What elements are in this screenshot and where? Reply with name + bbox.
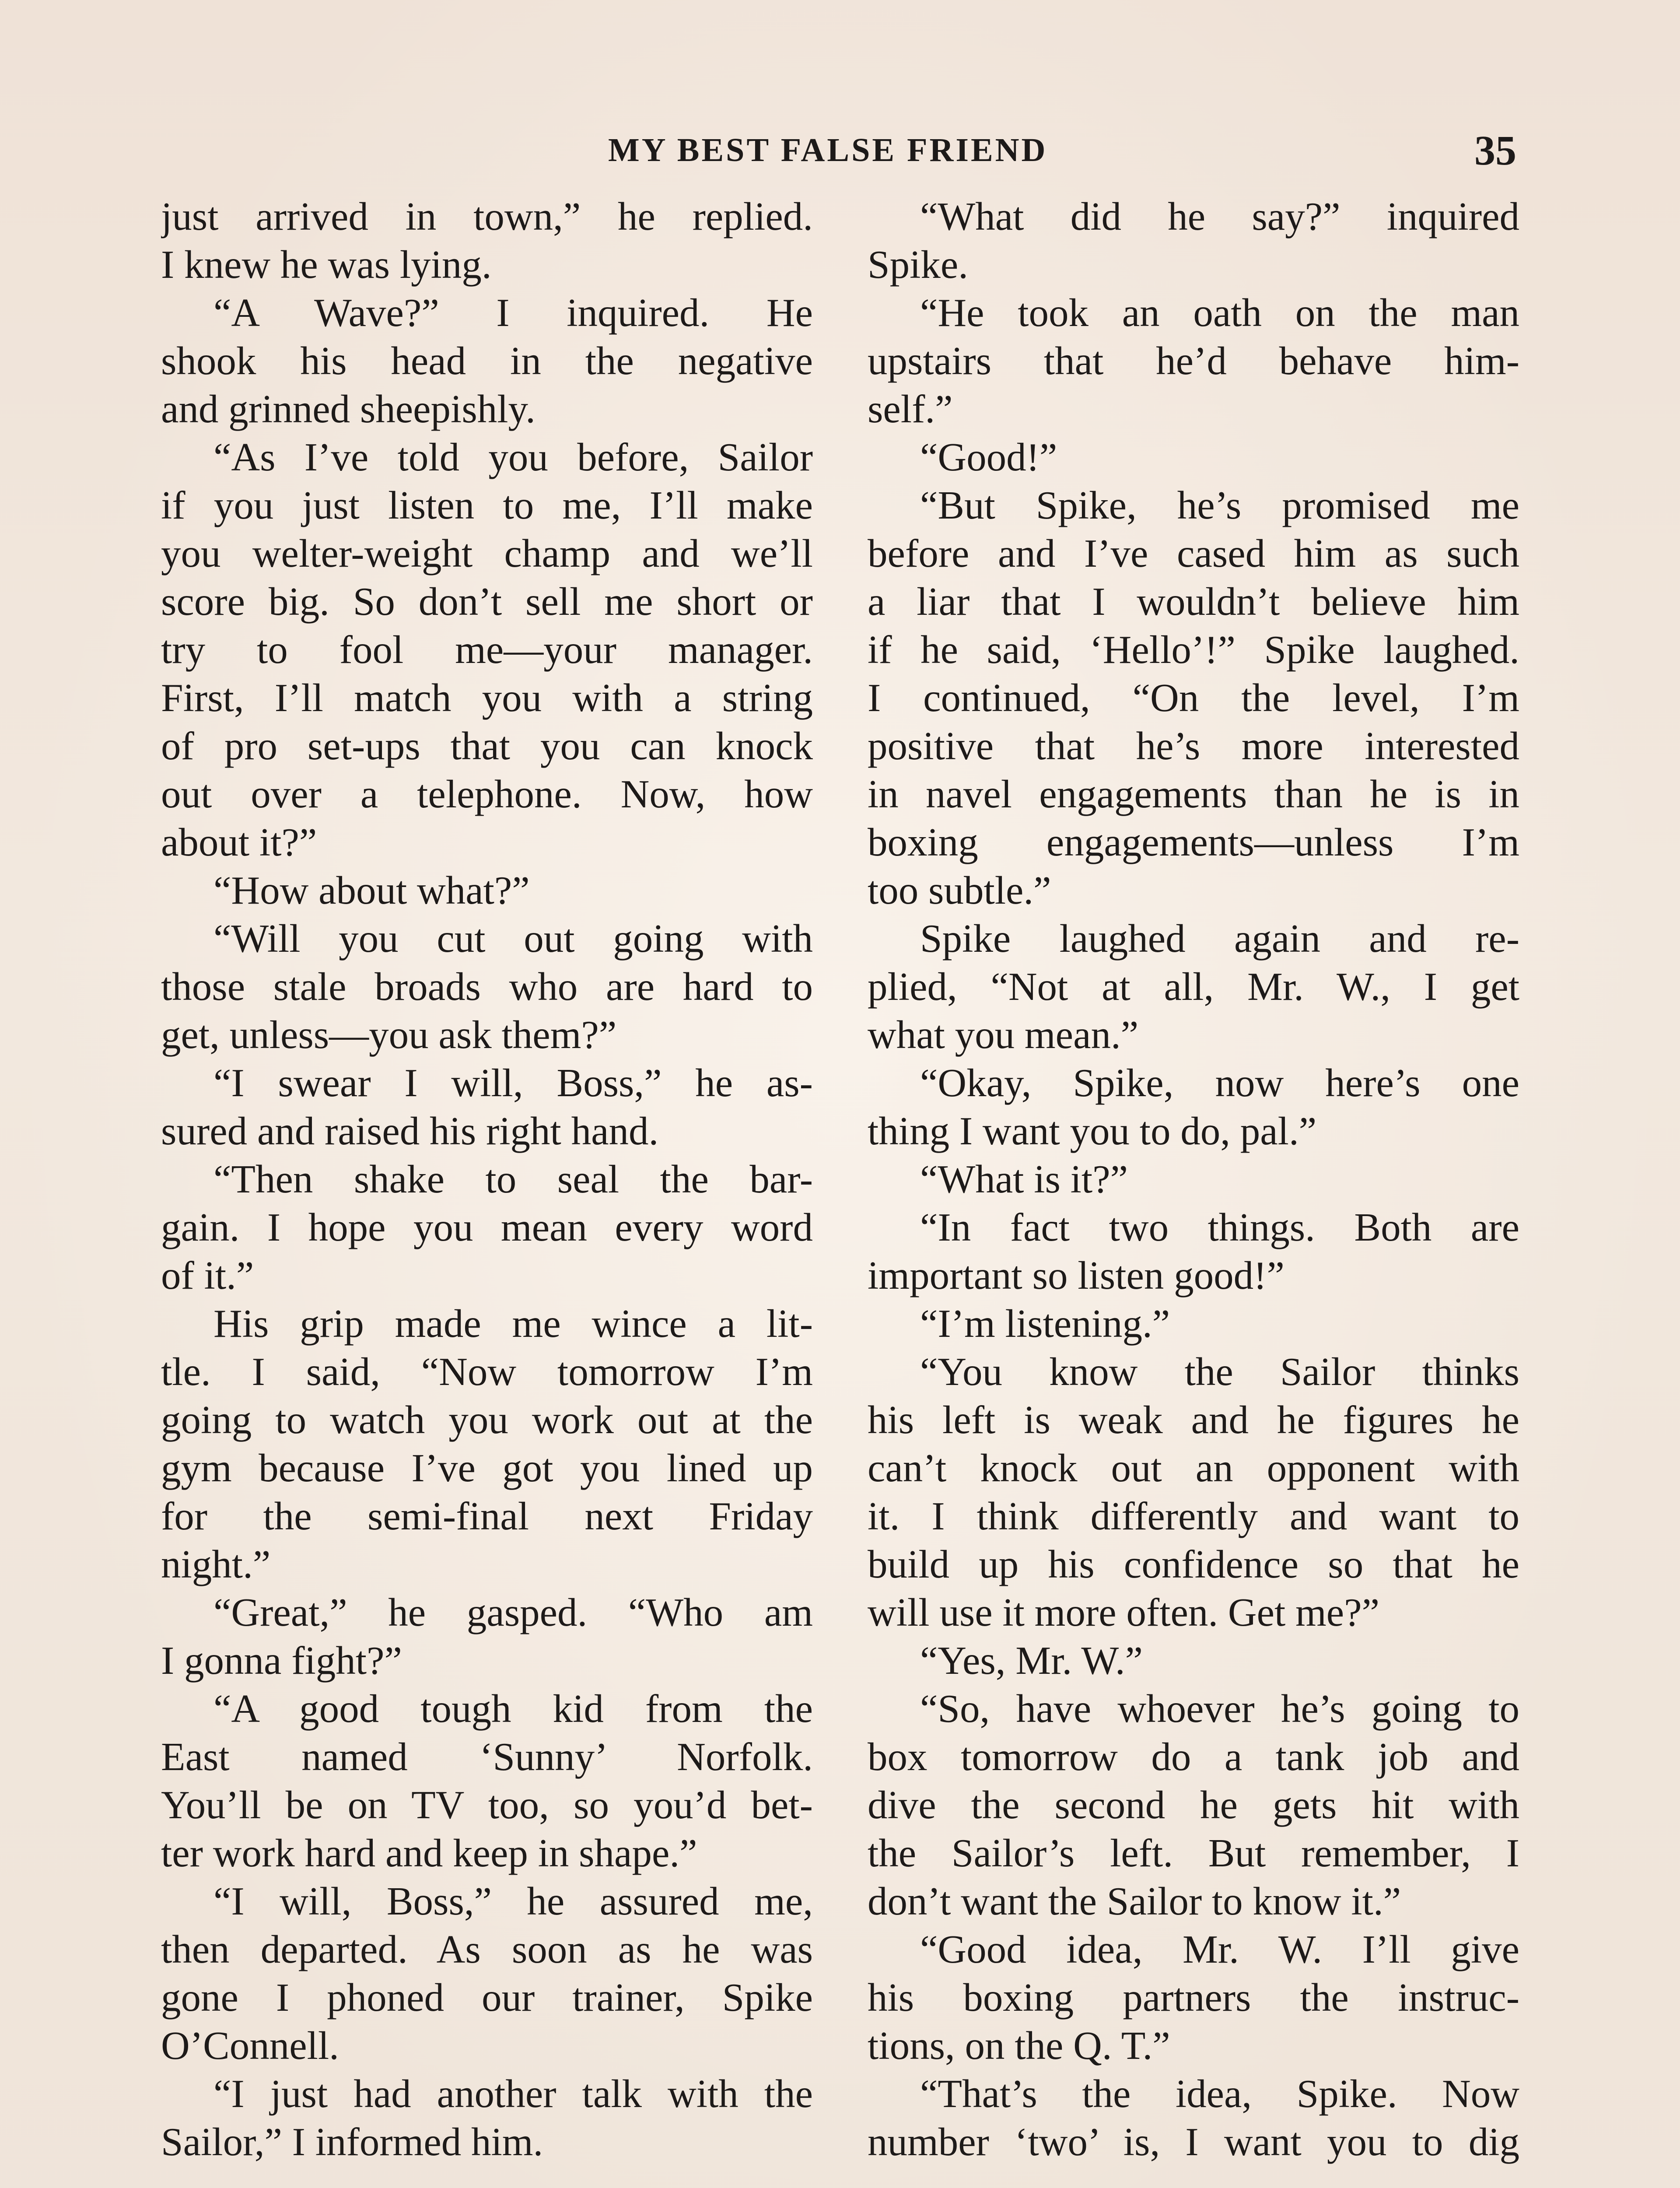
text-line: those stale broads who are hard to bbox=[161, 964, 813, 1009]
text-line: Spike. bbox=[868, 242, 969, 287]
text-line: dive the second he gets hit with bbox=[868, 1783, 1519, 1827]
text-line: of it.” bbox=[161, 1253, 254, 1297]
text-line: O’Connell. bbox=[161, 2023, 339, 2068]
text-line: his left is weak and he figures he bbox=[868, 1398, 1519, 1442]
running-head: MY BEST FALSE FRIEND bbox=[608, 132, 1048, 168]
text-line: the Sailor’s left. But remember, I bbox=[868, 1831, 1519, 1875]
text-line: number ‘two’ is, I want you to dig bbox=[868, 2120, 1519, 2164]
page-number: 35 bbox=[1474, 127, 1516, 174]
text-line: “Then shake to seal the bar- bbox=[214, 1157, 813, 1201]
text-line: you welter-weight champ and we’ll bbox=[161, 531, 813, 575]
text-line: upstairs that he’d behave him- bbox=[868, 339, 1519, 383]
text-line: Sailor,” I informed him. bbox=[161, 2120, 543, 2164]
text-line: night.” bbox=[161, 1542, 271, 1586]
text-line: going to watch you work out at the bbox=[161, 1398, 813, 1442]
text-line: You’ll be on TV too, so you’d bet- bbox=[161, 1783, 813, 1827]
text-line: Spike laughed again and re- bbox=[920, 916, 1519, 961]
text-line: thing I want you to do, pal.” bbox=[868, 1109, 1317, 1153]
text-line: “A Wave?” I inquired. He bbox=[214, 291, 813, 335]
text-line: try to fool me—your manager. bbox=[161, 628, 813, 672]
text-line: for the semi-final next Friday bbox=[161, 1494, 813, 1538]
text-line: build up his confidence so that he bbox=[868, 1542, 1519, 1586]
text-line: out over a telephone. Now, how bbox=[161, 772, 813, 816]
text-line: “That’s the idea, Spike. Now bbox=[920, 2072, 1519, 2116]
text-line: about it?” bbox=[161, 820, 317, 864]
text-line: a liar that I wouldn’t believe him bbox=[868, 579, 1519, 624]
text-line: “Great,” he gasped. “Who am bbox=[214, 1590, 813, 1634]
text-line: “In fact two things. Both are bbox=[920, 1205, 1519, 1249]
text-line: “I’m listening.” bbox=[920, 1301, 1170, 1346]
text-line: if he said, ‘Hello’!” Spike laughed. bbox=[868, 628, 1519, 672]
text-line: “I swear I will, Boss,” he as- bbox=[214, 1061, 813, 1105]
text-line: will use it more often. Get me?” bbox=[868, 1590, 1379, 1634]
text-line: I continued, “On the level, I’m bbox=[868, 676, 1519, 720]
text-line: boxing engagements—unless I’m bbox=[868, 820, 1519, 864]
text-line: tle. I said, “Now tomorrow I’m bbox=[161, 1350, 813, 1394]
text-line: tions, on the Q. T.” bbox=[868, 2023, 1170, 2068]
text-line: and grinned sheepishly. bbox=[161, 387, 536, 431]
text-line: shook his head in the negative bbox=[161, 339, 813, 383]
left-text-column bbox=[161, 193, 813, 2166]
text-line: I knew he was lying. bbox=[161, 242, 492, 287]
text-line: I gonna fight?” bbox=[161, 1638, 402, 1683]
text-line: gone I phoned our trainer, Spike bbox=[161, 1975, 813, 2020]
text-line: “I will, Boss,” he assured me, bbox=[214, 1879, 813, 1923]
text-line: just arrived in town,” he replied. bbox=[161, 194, 813, 238]
text-line: “How about what?” bbox=[214, 868, 530, 912]
text-line: can’t knock out an opponent with bbox=[868, 1446, 1519, 1490]
text-line: before and I’ve cased him as such bbox=[868, 531, 1519, 575]
text-line: “A good tough kid from the bbox=[214, 1687, 813, 1731]
text-line: score big. So don’t sell me short or bbox=[161, 579, 813, 624]
text-line: box tomorrow do a tank job and bbox=[868, 1735, 1519, 1779]
text-line: sured and raised his right hand. bbox=[161, 1109, 659, 1153]
text-line: it. I think differently and want to bbox=[868, 1494, 1519, 1538]
text-line: too subtle.” bbox=[868, 868, 1051, 912]
text-line: gain. I hope you mean every word bbox=[161, 1205, 813, 1249]
right-text-column bbox=[868, 193, 1519, 2166]
text-line: get, unless—you ask them?” bbox=[161, 1013, 617, 1057]
text-line: important so listen good!” bbox=[868, 1253, 1284, 1297]
text-line: what you mean.” bbox=[868, 1013, 1139, 1057]
text-line: “Good idea, Mr. W. I’ll give bbox=[920, 1927, 1519, 1971]
text-line: self.” bbox=[868, 387, 953, 431]
text-line: “So, have whoever he’s going to bbox=[920, 1687, 1519, 1731]
text-line: “Will you cut out going with bbox=[214, 916, 813, 961]
text-line: then departed. As soon as he was bbox=[161, 1927, 813, 1971]
text-line: of pro set-ups that you can knock bbox=[161, 724, 813, 768]
text-line: “Okay, Spike, now here’s one bbox=[920, 1061, 1519, 1105]
text-line: “I just had another talk with the bbox=[214, 2072, 813, 2116]
text-line: “Yes, Mr. W.” bbox=[920, 1638, 1143, 1683]
text-line: “Good!” bbox=[920, 435, 1057, 479]
text-line: “You know the Sailor thinks bbox=[920, 1350, 1519, 1394]
text-line: don’t want the Sailor to know it.” bbox=[868, 1879, 1401, 1923]
text-line: “But Spike, he’s promised me bbox=[920, 483, 1519, 527]
text-line: in navel engagements than he is in bbox=[868, 772, 1519, 816]
text-line: “As I’ve told you before, Sailor bbox=[214, 435, 813, 479]
text-line: plied, “Not at all, Mr. W., I get bbox=[868, 964, 1519, 1009]
text-line: “He took an oath on the man bbox=[920, 291, 1519, 335]
text-line: gym because I’ve got you lined up bbox=[161, 1446, 813, 1490]
text-line: First, I’ll match you with a string bbox=[161, 676, 813, 720]
text-line: his boxing partners the instruc- bbox=[868, 1975, 1519, 2020]
text-line: “What did he say?” inquired bbox=[920, 194, 1519, 238]
text-line: East named ‘Sunny’ Norfolk. bbox=[161, 1735, 813, 1779]
text-line: positive that he’s more interested bbox=[868, 724, 1519, 768]
text-line: if you just listen to me, I’ll make bbox=[161, 483, 813, 527]
text-line: ter work hard and keep in shape.” bbox=[161, 1831, 697, 1875]
text-line: His grip made me wince a lit- bbox=[214, 1301, 813, 1346]
text-line: “What is it?” bbox=[920, 1157, 1128, 1201]
